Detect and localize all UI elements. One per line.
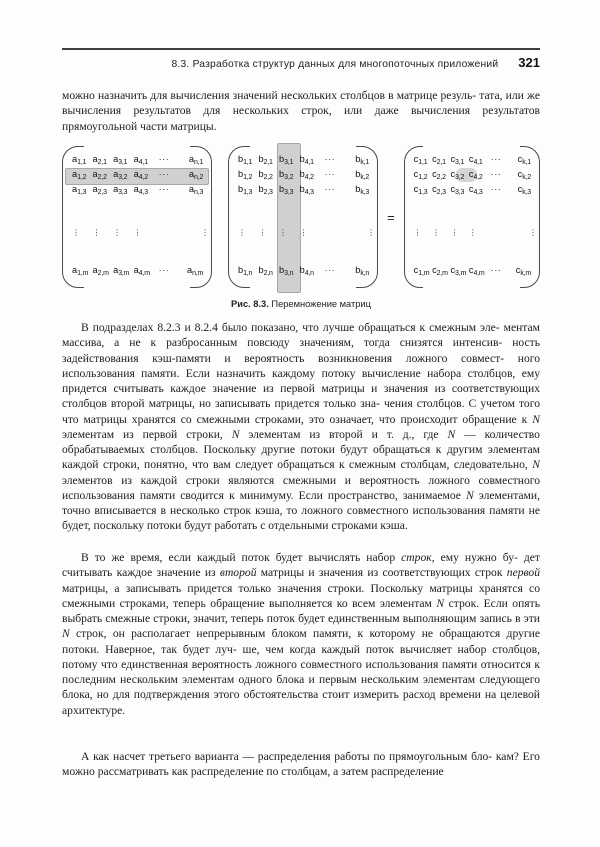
figure-caption — [62, 299, 540, 309]
intro-line-1: можно назначить для вычисления значений нескольких столбцов в матрице резуль- — [62, 89, 477, 102]
matrix-a — [62, 146, 212, 288]
emphasis-stroke: строк — [401, 551, 432, 564]
intro-paragraph-block — [62, 88, 540, 134]
p1-l9a: из второй и т. д., где — [309, 427, 448, 441]
p2-l2a: дет считывать каждое значение из — [62, 551, 540, 580]
p2-l8: ше, чем когда каждый поток вычисляет набор столбцов, потому что единственная — [62, 642, 540, 671]
p1-l12: строки являются смежными и вероятность ложного совместного использования — [62, 473, 540, 502]
matrix-row: $b_{1,1}$ $b_{2,1}$ $b_{3,1}$ $b_{4,1}$ ··· $b_{k,1}$ — [237, 154, 370, 167]
matrix-b-grid — [228, 146, 378, 288]
p1-l15: не будет, поскольку потоки будут работать с отдельными строками кэша. — [62, 504, 541, 533]
math-variable-n: N — [532, 412, 540, 426]
matrix-row: $a_{1,m}$ $a_{2,m}$ $a_{3,m}$ $a_{4,m}$ ··· $a_{n,m}$ — [72, 265, 204, 278]
matrix-multiplication-diagram — [62, 146, 540, 288]
p1-l2: ментам массива, а не к разбросанным повсюду значениям, тогда снизятся интенсив- — [62, 321, 540, 350]
intro-line-3: результатов прямоугольной части матрицы. — [62, 104, 540, 133]
p2-l1a: В то же время, если каждый поток будет вычислять набор — [81, 551, 402, 564]
matrix-row: $c_{1,3}$ $c_{2,3}$ $c_{3,3}$ $c_{4,3}$ ··· $c_{k,3}$ — [413, 184, 532, 197]
p1-l13b: элементами, точно — [62, 488, 540, 517]
p1-l11a: следует обращаться к смежным столбцам, следовательно, — [235, 458, 533, 472]
paragraph-1 — [62, 320, 540, 534]
matrix-ellipsis-row: ⋮ ⋮ ⋮ ⋮ ⋮ — [237, 227, 376, 237]
p2-l9: вероятность ложного совместного использования памяти относится к последним — [62, 657, 540, 686]
p2-l7: блоком памяти, к которому не обращаются другие потоки. Наверное, так будет луч- — [62, 627, 540, 656]
matrix-row: $c_{1,m}$ $c_{2,m}$ $c_{3,m}$ $c_{4,m}$ ··· $c_{k,m}$ — [413, 265, 532, 278]
matrix-row: $a_{1,1}$ $a_{2,1}$ $a_{3,1}$ $a_{4,1}$ ··· $a_{n,1}$ — [72, 154, 204, 167]
math-variable-n: N — [532, 458, 540, 472]
math-variable-n: N — [436, 596, 445, 610]
p2-l10: нескольким элементам одного блока и первым нескольким элементам следующего — [120, 673, 540, 686]
p1-l4: ного использования памяти. Если назначить каждому потоку вычисление набора — [62, 351, 540, 380]
p1-l13a: памяти сводится к минимуму. Если пространство, занимаемое — [139, 488, 467, 502]
p1-l9b: — количество обрабатываемых столбцов. Поскольку другие — [62, 427, 540, 456]
p2-l5b: строк. Если опять выбрать смежные строки, значит, теперь поток будет — [62, 596, 540, 625]
p1-l6: из соответствующих столбцов второй матрицы, но записывать придется только зна- — [62, 382, 540, 411]
figure-8-3 — [62, 146, 540, 309]
matrix-ellipsis-row: ⋮ ⋮ ⋮ ⋮ ⋮ — [413, 227, 538, 237]
p1-l11b: элементов из каждой — [62, 473, 178, 487]
p2-l11: блока, но для подтверждения этого обстоятельства стоит измерить расход времени — [62, 688, 481, 702]
p2-l2b: матрицы и значения из соответствующих — [256, 566, 471, 580]
math-variable-n: N — [62, 627, 70, 641]
matrix-b — [228, 146, 378, 288]
page-number: 321 — [518, 55, 540, 70]
figure-caption-text: Перемножение матриц — [271, 299, 371, 309]
p1-l3: ность задействования кэш-памяти и вероятность возникновения ложного совмест- — [62, 336, 540, 365]
p1-l5: столбцов, ему придется считывать каждое значение из первой матрицы и значения — [62, 366, 541, 395]
matrix-row: $c_{1,1}$ $c_{2,1}$ $c_{3,1}$ $c_{4,1}$ ··· $c_{k,1}$ — [413, 154, 532, 167]
emphasis-second: второй — [219, 566, 257, 580]
p3-l2: кам? Его можно рассматривать как распределение по столбцам, а затем распределение — [62, 750, 540, 779]
matrix-row: $b_{1,2}$ $b_{2,2}$ $b_{3,2}$ $b_{4,2}$ ··· $b_{k,2}$ — [237, 169, 370, 182]
running-head-title: 8.3. Разработка структур данных для многопоточных приложений — [171, 59, 499, 70]
p1-l8b: элементам из первой строки, — [62, 427, 232, 441]
header-line — [62, 55, 540, 70]
p1-l14: вписывается в несколько строк кэша, то ложного совместного использования памяти — [94, 504, 525, 517]
matrix-c-grid — [404, 146, 540, 288]
p2-l6a: единственным выполняющим запись в эти — [327, 612, 540, 625]
paragraph-2 — [62, 550, 540, 718]
matrix-row: $b_{1,3}$ $b_{2,3}$ $b_{3,3}$ $b_{4,3}$ ··· $b_{k,3}$ — [237, 184, 370, 197]
page-header — [62, 48, 540, 70]
emphasis-first: первой — [506, 566, 540, 580]
intro-paragraph — [62, 88, 540, 134]
figure-caption-label: Рис. 8.3. — [231, 299, 269, 309]
p2-l3a: строк — [474, 566, 507, 580]
math-variable-n: N — [231, 427, 240, 441]
p1-l8a: означает, что происходит обращение к — [329, 412, 533, 426]
intro-line-2: тата, или же вычисления результатов для нескольких строк, или даже вычисления — [62, 89, 540, 118]
p2-l6b: строк, он располагает непрерывным — [69, 627, 266, 641]
p2-l4: матрицы хранятся со смежными строками, теперь обращение выполняется ко всем — [62, 581, 541, 610]
paragraph-3 — [62, 749, 540, 780]
p1-l8c: элементам — [239, 427, 301, 441]
p2-l1b: , ему нужно бу- — [431, 551, 518, 564]
paragraph-3-block — [62, 749, 540, 780]
matrix-c — [404, 146, 540, 288]
p3-l1: А как насчет третьего варианта — распределения работы по прямоугольным бло- — [81, 750, 493, 763]
matrix-row: $c_{1,2}$ $c_{2,2}$ $c_{3,2}$ $c_{4,2}$ ··· $c_{k,2}$ — [413, 169, 532, 182]
p1-l10: потоки будут обращаться к другим элементам каждой строки, понятно, что вам — [62, 443, 541, 472]
p1-l7: чения столбцов. С учетом того что матрицы хранятся со смежными строками, это — [62, 397, 540, 426]
p1-l1: В подразделах 8.2.3 и 8.2.4 было показано, что лучше обращаться к смежным эле- — [81, 321, 500, 334]
math-variable-n: N — [447, 427, 456, 441]
equals-sign: = — [387, 209, 395, 225]
matrix-row: $b_{1,n}$ $b_{2,n}$ $b_{3,n}$ $b_{4,n}$ ··· $b_{k,n}$ — [237, 265, 370, 278]
matrix-row: $a_{1,2}$ $a_{2,2}$ $a_{3,2}$ $a_{4,2}$ ··· $a_{n,2}$ — [72, 169, 204, 182]
math-variable-n: N — [466, 488, 474, 502]
p2-l12: на целевой архитектуре. — [62, 688, 540, 717]
p2-l3b: матрицы, а записывать придется только значения строки. Поскольку — [62, 581, 424, 595]
matrix-ellipsis-row: ⋮ ⋮ ⋮ ⋮ ⋮ — [72, 227, 210, 237]
matrix-a-grid — [62, 146, 212, 288]
matrix-row: $a_{1,3}$ $a_{2,3}$ $a_{3,3}$ $a_{4,3}$ ··· $a_{n,3}$ — [72, 184, 204, 197]
paragraph-1-block — [62, 320, 540, 534]
p2-l5a: элементам — [379, 596, 437, 610]
paragraph-2-block — [62, 550, 540, 718]
header-rule — [62, 48, 540, 50]
